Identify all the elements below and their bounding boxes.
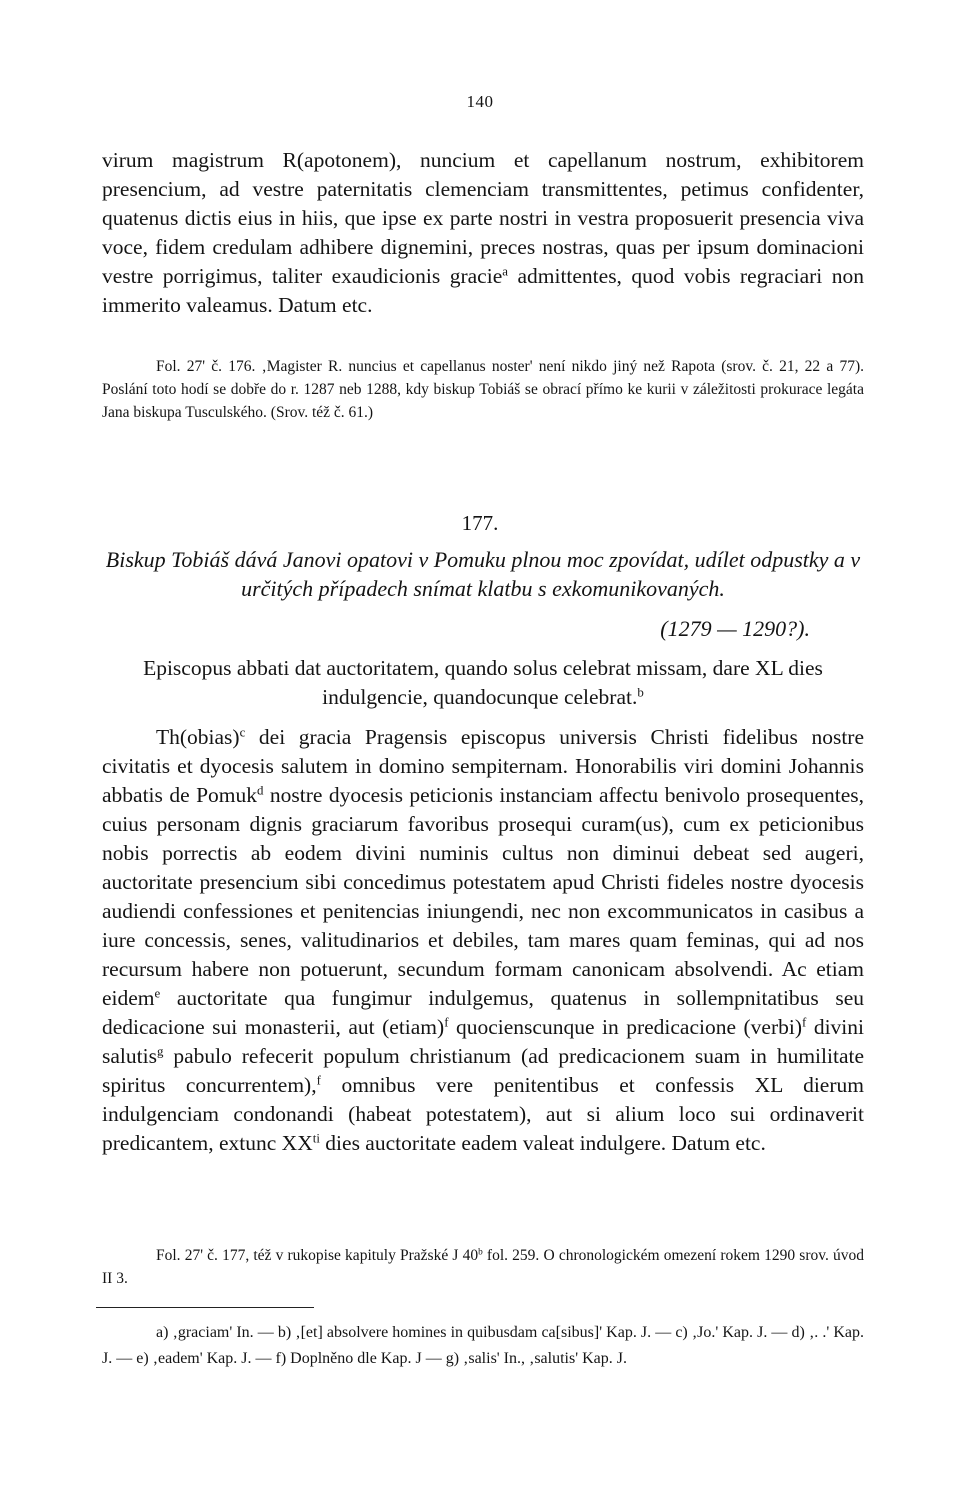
body-part: dei gracia Pragensis episcopus universis Christi fidelibus nostre civitatis et dyocesis salutem in domino sempiternam. Honorabilis viri domini Johannis abbatis de Pomuk [102, 725, 864, 807]
footnote-marker-c: c [239, 725, 246, 740]
body-part: quocienscunque in predicacione (verbi) [448, 1015, 803, 1039]
footnote-marker-f: f [444, 1015, 449, 1030]
body-part: pabulo refecerit populum christianum (ad predicacionem suam in humilitate spiritus concurrentem), [102, 1044, 864, 1097]
page-number: 140 [466, 92, 494, 111]
superscript-b: b [478, 1247, 483, 1258]
footnotes: a) ‚graciam' In. — b) ‚[et] absolvere homines in quibusdam ca[sibus]' Kap. J. — c) ‚Jo.' Kap. J. — d) ‚. .' Kap. J. — e) ‚eadem' Kap. J. — f) Doplněno dle Kap. J — g) ‚salis' In., ‚salutis' Kap. J. [102, 1324, 864, 1367]
body-part: nostre dyocesis peticionis instanciam affectu benivolo prosequentes, cuius personam dignis graciarum favoribus prosequi curam(us), cum ex peticionibus nobis porrectis ab eodem divini numinis cultus non diminui debeat sed augeri, auctoritate presencium sibi concedimus potestatem apud Christi fideles nostre dyocesis audiendi confessiones et penitencias iniungendi, nec non excommunicatos in casibus a iure concessis, senes, valitudinarios et debiles, tam mares quam feminas, qui ad nos recursum habere non potuerunt, secundum formam canonicam absolvendi. Ac etiam eidem [102, 783, 865, 1010]
document-title: Biskup Tobiáš dává Janovi opatovi v Pomuku plnou moc zpovídat, udílet odpustky a v určitých případech snímat klatbu s exkomunikovaných. [105, 547, 861, 601]
footnote-marker-f: f [802, 1015, 807, 1030]
prev-text-part: admittentes, quod vobis regraciari non immerito valeamus. Datum etc. [102, 264, 864, 317]
body-part: divini salutis [102, 1015, 864, 1068]
superscript-ti: ti [312, 1131, 320, 1146]
note-part: Fol. 27' č. 177, též v rukopise kapituly Pražské J 40 [156, 1247, 479, 1264]
footnote-marker-g: g [156, 1044, 164, 1059]
regest-text: Episcopus abbati dat auctoritatem, quando solus celebrat missam, dare XL dies indulgencie, quandocunque celebrat. [143, 656, 823, 709]
prev-document-note: Fol. 27' č. 176. ‚Magister R. nuncius et capellanus noster' není nikdo jiný než Rapota (srov. č. 21, 22 a 77). Poslání toto hodí se dobře do r. 1287 neb 1288, kdy biskup Tobiáš se obrací přímo ke kurii v záležitosti prokurace legáta Jana biskupa Tusculského. (Srov. též č. 61.) [102, 358, 864, 421]
document-body [102, 723, 864, 1158]
body-part: dies auctoritate eadem valeat indulgere. Datum etc. [319, 1131, 766, 1155]
document-number: 177. [461, 511, 499, 535]
document-note [102, 1244, 864, 1290]
prev-document-text [102, 146, 864, 320]
body-part: omnibus vere penitentibus et confessis XL dierum indulgenciam condonandi (habeat potestatem), aut si alium loco sui ordinaverit predicantem, extunc XX [102, 1073, 864, 1155]
footnote-marker-a: a [502, 264, 508, 279]
document-regest [102, 654, 864, 712]
footnote-marker-e: e [154, 986, 161, 1001]
footnote-marker-b: b [637, 685, 644, 700]
note-part: fol. 259. O chronologickém omezení rokem 1290 srov. úvod II 3. [102, 1247, 865, 1287]
body-part: Th(obias) [156, 725, 240, 749]
footnote-marker-f: f [316, 1073, 321, 1088]
document-date: (1279 — 1290?). [660, 616, 810, 641]
prev-text-part: virum magistrum R(apotonem), nuncium et capellanum nostrum, exhibitorem presencium, ad vestre paternitatis clemenciam transmittentes, petimus confidenter, quatenus dictis eius in hiis, que ipse ex parte nostri in vestra proposuerit presencia viva voce, fidem credulam adhibere dignemini, preces nostras, quas per ipsum dominacioni vestre porrigimus, taliter exaudicionis gracie [102, 148, 864, 288]
footnote-marker-d: d [257, 783, 264, 798]
body-part: auctoritate qua fungimur indulgemus, quatenus in sollempnitatibus seu dedicacione sui monasterii, aut (etiam) [102, 986, 864, 1039]
footnote-separator [96, 1307, 314, 1308]
